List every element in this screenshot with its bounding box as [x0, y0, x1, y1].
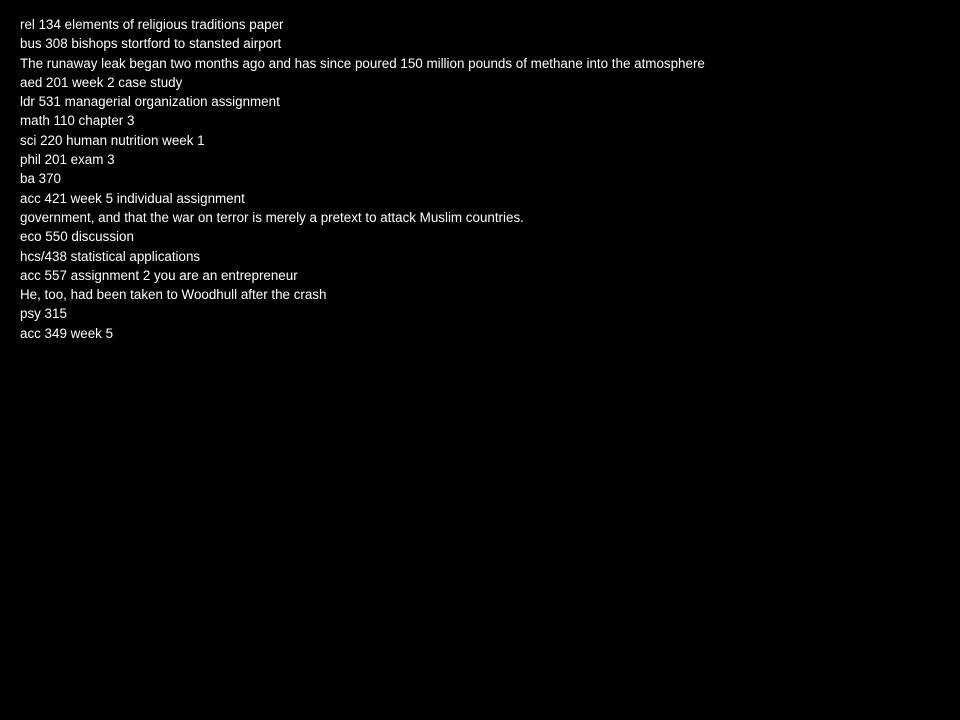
text-line: math 110 chapter 3 [20, 113, 135, 129]
text-line: phil 201 exam 3 [20, 152, 115, 168]
text-line: ldr 531 managerial organization assignment [20, 94, 280, 110]
text-line: sci 220 human nutrition week 1 [20, 132, 205, 148]
text-list [20, 15, 950, 343]
text-line: bus 308 bishops stortford to stansted airport [20, 36, 282, 52]
text-line: eco 550 discussion [20, 229, 134, 245]
text-line: ba 370 [20, 171, 61, 187]
text-line: The runaway leak began two months ago and has since poured 150 million pounds of methane into the atmosphere [20, 55, 705, 71]
text-line: aed 201 week 2 case study [20, 74, 183, 90]
text-line: acc 421 week 5 individual assignment [20, 190, 245, 206]
text-line: government, and that the war on terror is merely a pretext to attack Muslim countries. [20, 209, 524, 225]
text-line: psy 315 [20, 306, 67, 322]
text-line: acc 557 assignment 2 you are an entrepreneur [20, 267, 298, 283]
text-line: rel 134 elements of religious traditions paper [20, 17, 284, 32]
text-line: He, too, had been taken to Woodhull after the crash [20, 287, 327, 303]
text-line: hcs/438 statistical applications [20, 248, 201, 264]
text-line: acc 349 week 5 [20, 325, 114, 341]
